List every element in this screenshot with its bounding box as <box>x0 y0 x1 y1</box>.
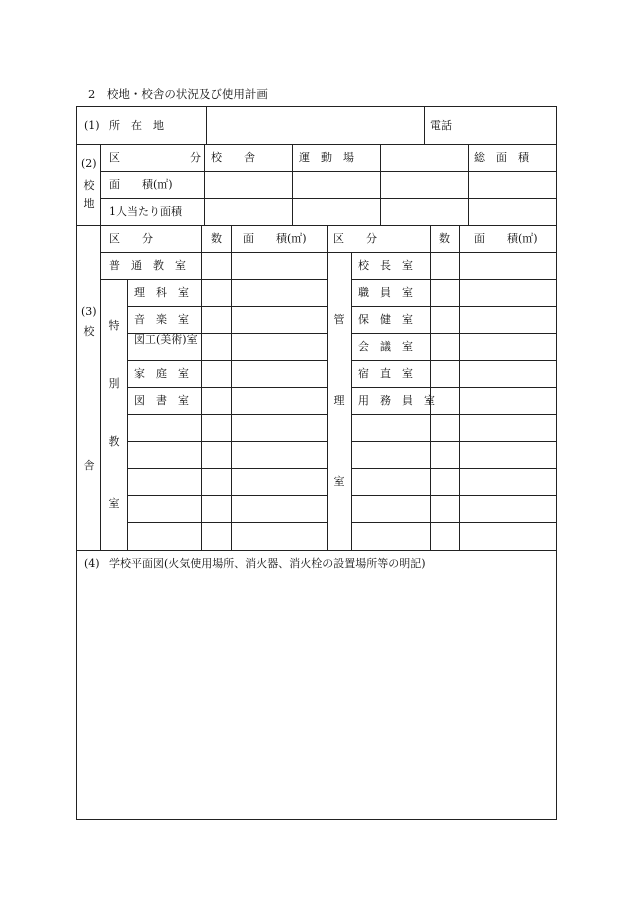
sec3-number: (3) <box>81 305 97 318</box>
special-room-home-ec: 家 庭 室 <box>134 367 189 380</box>
sec3-char-1: 校 <box>83 325 95 338</box>
sec2-number: (2) <box>81 157 97 170</box>
sec2-kubun-header: 区 分 <box>109 151 201 164</box>
sec1-number: (1) <box>84 119 100 132</box>
admin-char-1: 管 <box>333 313 345 326</box>
floor-plan-label: 学校平面図(火気使用場所、消火器、消火栓の設置場所等の明記) <box>109 557 426 570</box>
special-char-3: 教 <box>108 435 120 448</box>
admin-room-meeting: 会 議 室 <box>358 340 413 353</box>
sec3-char-2: 舎 <box>83 459 95 472</box>
sec2-undoujou-header: 運 動 場 <box>299 151 354 164</box>
special-room-science: 理 科 室 <box>134 286 189 299</box>
sec2-kousha-header: 校 舎 <box>211 151 255 164</box>
sec3-count-header-right: 数 <box>439 232 450 245</box>
special-room-music: 音 楽 室 <box>134 313 189 326</box>
special-room-library: 図 書 室 <box>134 394 189 407</box>
regular-classroom-label: 普 通 教 室 <box>109 259 186 272</box>
sec2-area-label: 面 積(㎡) <box>109 178 173 191</box>
admin-char-3: 室 <box>333 475 345 488</box>
sec3-area-header-right: 面 積(㎡) <box>474 232 538 245</box>
special-room-art: 図工(美術)室 <box>134 333 198 346</box>
sec2-char-1: 校 <box>83 179 95 192</box>
sec3-kubun-header-left: 区 分 <box>109 232 153 245</box>
sec2-char-2: 地 <box>83 197 95 210</box>
sec4-number: (4) <box>84 557 100 570</box>
special-char-2: 別 <box>108 377 120 390</box>
location-label: 所 在 地 <box>109 119 164 132</box>
sec3-kubun-header-right: 区 分 <box>333 232 377 245</box>
special-char-1: 特 <box>108 319 120 332</box>
admin-room-staff: 職 員 室 <box>358 286 413 299</box>
sec2-per-person-label: 1人当たり面積 <box>109 205 182 218</box>
sec2-total-area-header: 総 面 積 <box>474 151 529 164</box>
floor-plan-area <box>77 551 556 819</box>
admin-room-custodian: 用 務 員 室 <box>358 394 435 407</box>
admin-room-health: 保 健 室 <box>358 313 413 326</box>
special-char-4: 室 <box>108 497 120 510</box>
admin-char-2: 理 <box>333 394 345 407</box>
page-title: 2 校地・校舎の状況及び使用計画 <box>88 87 268 101</box>
sec3-area-header-left: 面 積(㎡) <box>243 232 307 245</box>
form-sheet <box>76 106 557 820</box>
admin-room-night-duty: 宿 直 室 <box>358 367 413 380</box>
phone-label: 電話 <box>430 119 452 132</box>
sec3-count-header-left: 数 <box>211 232 222 245</box>
admin-room-principal: 校 長 室 <box>358 259 413 272</box>
